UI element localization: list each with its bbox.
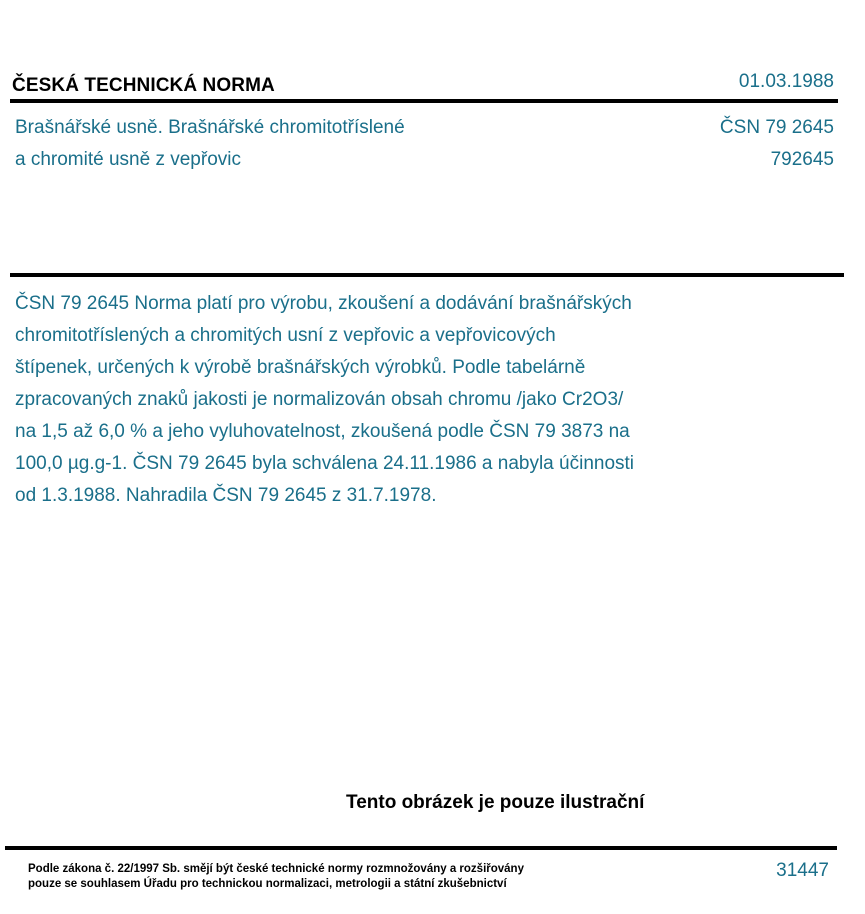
classification-number: 792645: [770, 149, 834, 170]
effective-date: 01.03.1988: [738, 71, 834, 92]
standard-code: ČSN 79 2645: [719, 117, 834, 138]
standard-title-line-2: a chromité usně z vepřovic: [15, 149, 241, 170]
middle-divider: [10, 273, 844, 277]
document-number: 31447: [776, 860, 829, 881]
legal-notice-line-1: Podle zákona č. 22/1997 Sb. smějí být české technické normy rozmnožovány a rozšiřovány: [28, 863, 524, 875]
legal-notice: [28, 862, 648, 892]
bottom-divider: [5, 846, 837, 850]
document-type-heading: ČESKÁ TECHNICKÁ NORMA: [12, 75, 275, 96]
legal-notice-line-2: pouze se souhlasem Úřadu pro technickou normalizaci, metrologii a státní zkušebnictví: [28, 878, 507, 890]
standard-title-line-1: Brašnářské usně. Brašnářské chromitotříslené: [15, 117, 405, 138]
top-divider: [10, 99, 838, 103]
illustration-notice: Tento obrázek je pouze ilustrační: [346, 792, 645, 813]
abstract-text: ČSN 79 2645 Norma platí pro výrobu, zkoušení a dodávání brašnářských chromitotříslených a chromitých usní z vepřovic a vepřovicových štípenek, určených k výrobě brašnářských výrobků. Podle tabelárně zpracovaných znaků jakosti je normalizován obsah chromu /jako Cr2O3/ na 1,5 až 6,0 % a jeho vyluhovatelnost, zkoušená podle ČSN 79 3873 na 100,0 µg.g-1. ČSN 79 2645 byla schválena 24.11.1986 a nabyla účinnosti od 1.3.1988. Nahradila ČSN 79 2645 z 31.7.1978.: [15, 293, 635, 506]
